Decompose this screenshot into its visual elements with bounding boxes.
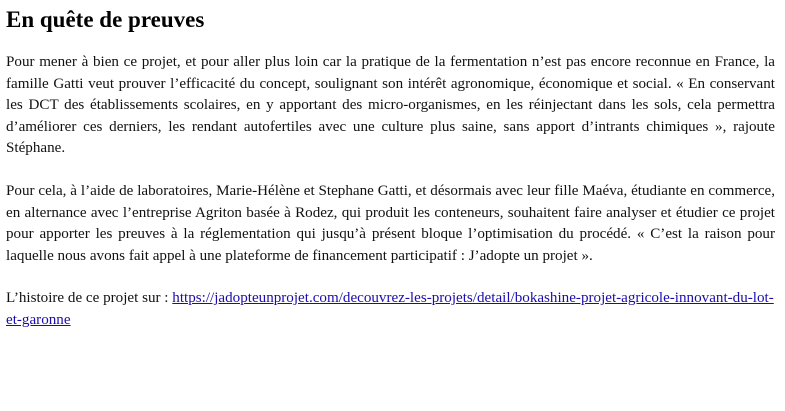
source-label: L’histoire de ce projet sur : bbox=[6, 290, 173, 307]
paragraph-laboratory-study: Pour cela, à l’aide de laboratoires, Marie-Hélène et Stephane Gatti, et désormais avec leur fille Maéva, étudiante en commerce, en alternance avec l’entreprise Agriton basée à Rodez, qui produit les conteneurs, souhaitent faire analyser et étudier ce projet pour apporter les preuves à la réglementation qui jusqu’à présent bloque l’optimisation du procédé. « C’est la raison pour laquelle nous avons fait appel à une plateforme de financement participatif : J’adopte un projet ». bbox=[6, 182, 775, 264]
paragraph-fermentation-proof: Pour mener à bien ce projet, et pour aller plus loin car la pratique de la fermentation n’est pas encore reconnue en France, la famille Gatti veut prouver l’efficacité du concept, soulignant son intérêt agronomique, économique et social. « En conservant les DCT des établissements scolaires, en y apportant des micro-organismes, en les réinjectant dans les sols, cela permettra d’améliorer ces derniers, les rendant autofertiles avec une culture plus saine, sans apport d’intrants chimiques », rajoute Stéphane. bbox=[6, 54, 775, 157]
article-title: En quête de preuves bbox=[6, 7, 205, 32]
project-story-link[interactable]: https://jadopteunprojet.com/decouvrez-les-projets/detail/bokashine-projet-agricole-innovant-du-lot-et-garonne bbox=[6, 290, 774, 328]
source-line bbox=[6, 288, 775, 331]
